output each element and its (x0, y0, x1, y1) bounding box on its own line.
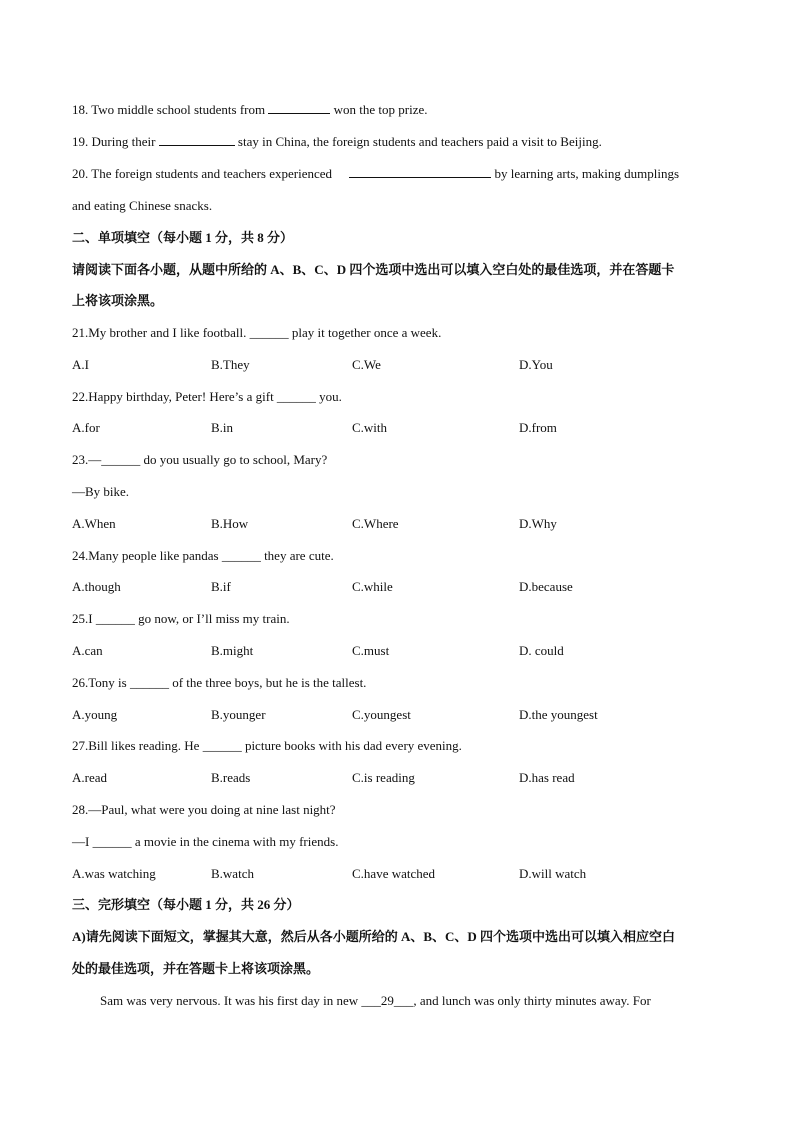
option-c: C.while (352, 579, 393, 594)
question-18: 18. Two middle school students from won the top prize. (72, 102, 428, 117)
option-b: B.reads (211, 770, 251, 785)
question-26-stem: 26.Tony is ______ of the three boys, but he is the tallest. (72, 675, 367, 690)
question-23-stem: 23.—______ do you usually go to school, Mary? (72, 452, 328, 467)
option-b: B.if (211, 579, 231, 594)
option-b: B.They (211, 357, 250, 372)
option-a: A.When (72, 516, 116, 531)
option-d: D. could (519, 643, 564, 658)
section-2-instruction: 请阅读下面各小题，从题中所给的 A、B、C、D 四个选项中选出可以填入空白处的最佳选项，并在答题卡 (72, 262, 675, 277)
option-c: C.must (352, 643, 390, 658)
option-c: C.with (352, 420, 388, 435)
option-c: C.youngest (352, 707, 411, 722)
question-25-stem: 25.I ______ go now, or I’ll miss my train. (72, 611, 290, 626)
question-28-stem: 28.—Paul, what were you doing at nine last night? (72, 802, 336, 817)
option-a: A.can (72, 643, 103, 658)
option-b: B.might (211, 643, 254, 658)
section-2-instruction-continued: 上将该项涂黑。 (72, 293, 164, 308)
option-a: A.young (72, 707, 118, 722)
option-a: A.though (72, 579, 121, 594)
section-3-instruction: A)请先阅读下面短文，掌握其大意，然后从各小题所给的 A、B、C、D 四个选项中选出可以填入相应空白 (72, 929, 676, 944)
answer-blank (268, 101, 330, 114)
question-20-continued: and eating Chinese snacks. (72, 198, 213, 213)
option-d: D.from (519, 420, 557, 435)
option-d: D.will watch (519, 866, 587, 881)
section-3-heading: 三、完形填空（每小题 1 分，共 26 分） (72, 897, 300, 912)
option-a: A.I (72, 357, 89, 372)
question-23-reply: —By bike. (72, 484, 130, 499)
option-d: D.has read (519, 770, 575, 785)
option-c: C.We (352, 357, 381, 372)
option-d: D.Why (519, 516, 557, 531)
question-28-reply: —I ______ a movie in the cinema with my friends. (72, 834, 339, 849)
section-2-heading: 二、单项填空（每小题 1 分，共 8 分） (72, 230, 294, 245)
option-b: B.younger (211, 707, 266, 722)
answer-blank (159, 133, 235, 146)
option-c: C.Where (352, 516, 399, 531)
question-20: 20. The foreign students and teachers experienced by learning arts, making dumplings (72, 166, 680, 181)
section-3-instruction-continued: 处的最佳选项，并在答题卡上将该项涂黑。 (72, 961, 320, 976)
option-c: C.have watched (352, 866, 436, 881)
option-b: B.in (211, 420, 234, 435)
question-22-stem: 22.Happy birthday, Peter! Here’s a gift ______ you. (72, 389, 342, 404)
question-27-stem: 27.Bill likes reading. He ______ picture books with his dad every evening. (72, 738, 462, 753)
option-a: A.was watching (72, 866, 156, 881)
option-d: D.You (519, 357, 553, 372)
option-d: D.the youngest (519, 707, 598, 722)
option-b: B.How (211, 516, 249, 531)
cloze-passage: Sam was very nervous. It was his first day in new ___29___, and lunch was only thirty minutes away. For (100, 993, 651, 1008)
question-19: 19. During their stay in China, the foreign students and teachers paid a visit to Beijing. (72, 134, 602, 149)
option-a: A.for (72, 420, 100, 435)
question-21-stem: 21.My brother and I like football. ______ play it together once a week. (72, 325, 442, 340)
answer-blank (349, 165, 491, 178)
option-a: A.read (72, 770, 108, 785)
option-c: C.is reading (352, 770, 415, 785)
question-24-stem: 24.Many people like pandas ______ they are cute. (72, 548, 334, 563)
option-b: B.watch (211, 866, 254, 881)
option-d: D.because (519, 579, 573, 594)
